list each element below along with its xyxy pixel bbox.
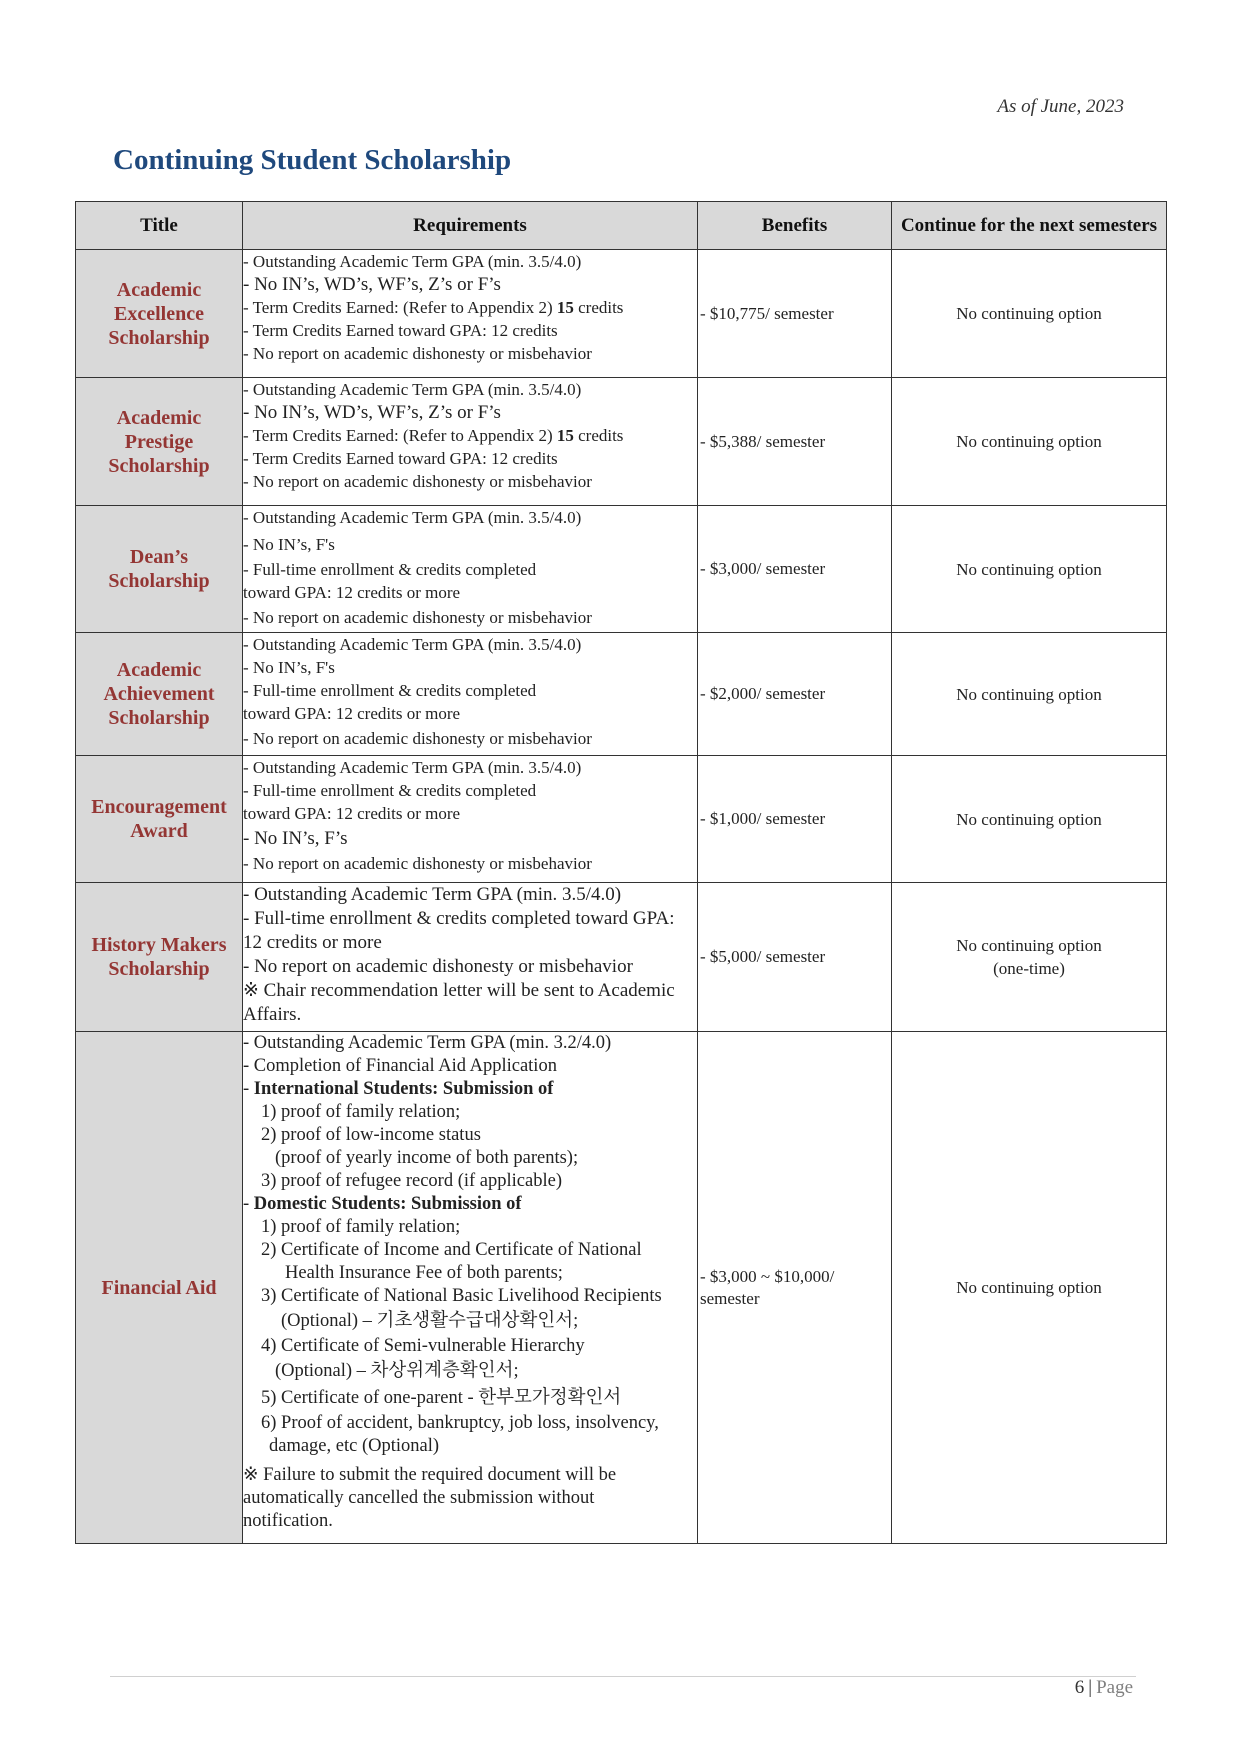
page-title: Continuing Student Scholarship [113,144,512,176]
scholarship-title: Dean’s Scholarship [76,506,243,633]
table-row-history-makers [76,883,1167,1032]
table-header-row [76,202,1167,250]
table-row-academic-prestige [76,378,1167,506]
continue-cell: No continuing option [892,378,1167,506]
scholarship-table [75,201,1167,1544]
table-row-academic-achievement [76,633,1167,756]
scholarship-title: Academic Excellence Scholarship [76,250,243,378]
table-row-encouragement-award [76,756,1167,883]
table-row-academic-excellence [76,250,1167,378]
column-header-benefits: Benefits [698,202,892,250]
table-row-financial-aid [76,1032,1167,1544]
page-number: 6 | Page [1074,1677,1133,1698]
scholarship-title: Encouragement Award [76,756,243,883]
benefit-cell: - $5,388/ semester [698,378,892,506]
benefit-cell: - $2,000/ semester [698,633,892,756]
as-of-date: As of June, 2023 [997,96,1124,117]
scholarship-title: History Makers Scholarship [76,883,243,1032]
continue-cell: No continuing option [892,250,1167,378]
benefit-cell: - $3,000/ semester [698,506,892,633]
requirements-cell: - Outstanding Academic Term GPA (min. 3.5/4.0) - Full-time enrollment & credits completed toward GPA: 12 credits or more - No report on academic dishonesty or misbehavior ※ Chair recommendation letter will be sent to Academic Affairs. [243,883,698,1032]
benefit-cell: - $10,775/ semester [698,250,892,378]
requirements-cell: - Outstanding Academic Term GPA (min. 3.5/4.0) - No IN’s, F's - Full-time enrollment & credits completed toward GPA: 12 credits or more - No report on academic dishonesty or misbehavior [243,633,698,756]
benefit-cell: - $5,000/ semester [698,883,892,1032]
column-header-continue: Continue for the next semesters [892,202,1167,250]
continue-cell: No continuing option [892,756,1167,883]
requirements-cell: - Outstanding Academic Term GPA (min. 3.2/4.0) - Completion of Financial Aid Application - International Students: Submission of 1) proof of family relation; 2) proof of low-income status (proof of yearly income of both parents); 3) proof of refugee record (if applicable) - Domestic Students: Submission of 1) proof of family relation; 2) Certificate of Income and Certificate of National Health Insurance Fee of both parents; 3) Certificate of National Basic Livelihood Recipients (Optional) – 기초생활수급대상확인서; 4) Certificate of Semi-vulnerable Hierarchy (Optional) – 차상위계층확인서; 5) Certificate of one-parent - 한부모가정확인서 6) Proof of accident, bankruptcy, job loss, insolvency, damage, etc (Optional) ※ Failure to submit the required document will be automatically cancelled the submission without notification. [243,1032,698,1544]
benefit-cell: - $3,000 ~ $10,000/ semester [698,1032,892,1544]
scholarship-title: Academic Achievement Scholarship [76,633,243,756]
table-row-deans [76,506,1167,633]
requirements-cell: - Outstanding Academic Term GPA (min. 3.5/4.0) - No IN’s, WD’s, WF’s, Z’s or F’s - Term Credits Earned: (Refer to Appendix 2) 15 credits - Term Credits Earned toward GPA: 12 credits - No report on academic dishonesty or misbehavior [243,378,698,506]
scholarship-title: Financial Aid [76,1032,243,1544]
column-header-title: Title [76,202,243,250]
footer-divider [110,1676,1136,1677]
column-header-requirements: Requirements [243,202,698,250]
requirements-cell: - Outstanding Academic Term GPA (min. 3.5/4.0) - Full-time enrollment & credits completed toward GPA: 12 credits or more - No IN’s, F’s - No report on academic dishonesty or misbehavior [243,756,698,883]
scholarship-title: Academic Prestige Scholarship [76,378,243,506]
continue-cell: No continuing option [892,633,1167,756]
requirements-cell: - Outstanding Academic Term GPA (min. 3.5/4.0) - No IN’s, WD’s, WF’s, Z’s or F’s - Term Credits Earned: (Refer to Appendix 2) 15 credits - Term Credits Earned toward GPA: 12 credits - No report on academic dishonesty or misbehavior [243,250,698,378]
continue-cell: No continuing option [892,506,1167,633]
continue-cell: No continuing option (one-time) [892,883,1167,1032]
benefit-cell: - $1,000/ semester [698,756,892,883]
continue-cell: No continuing option [892,1032,1167,1544]
requirements-cell: - Outstanding Academic Term GPA (min. 3.5/4.0) - No IN’s, F's - Full-time enrollment & credits completed toward GPA: 12 credits or more - No report on academic dishonesty or misbehavior [243,506,698,633]
